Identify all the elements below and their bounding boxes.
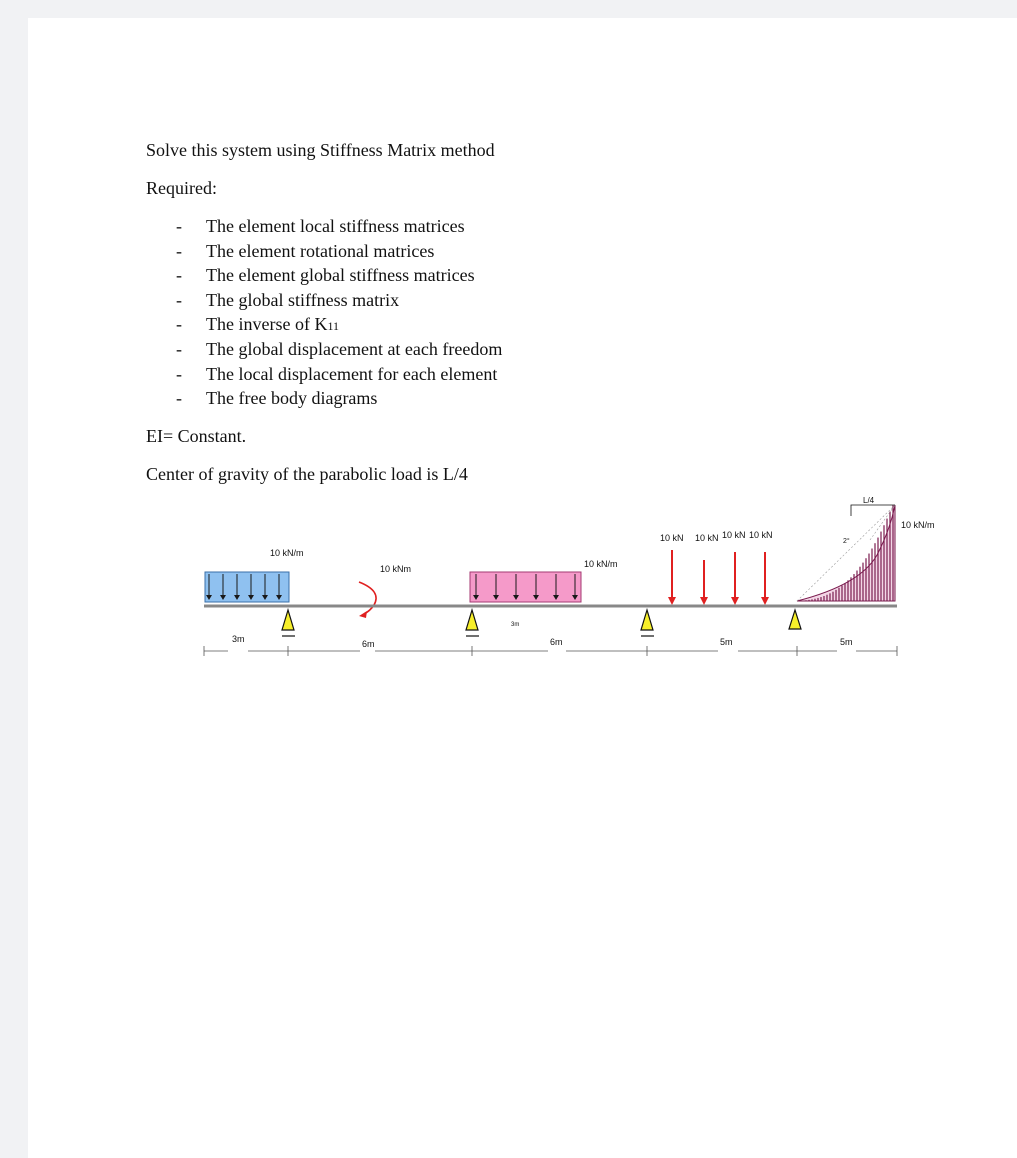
udl-2 <box>470 572 581 602</box>
udl-1-label: 10 kN/m <box>270 548 304 558</box>
cg-note: Center of gravity of the parabolic load is L/4 <box>146 464 468 484</box>
point-loads <box>668 550 769 605</box>
support <box>789 610 801 629</box>
point-load-label: 10 kN <box>722 530 746 540</box>
udl-2-span-label: 3m <box>511 622 520 628</box>
moment-arrow <box>359 582 376 618</box>
subscript-11: 11 <box>327 319 340 334</box>
degree-label: 2° <box>843 538 850 545</box>
dim-label: 5m <box>840 637 853 647</box>
l4-label: L/4 <box>863 496 875 505</box>
ei-note: EI= Constant. <box>146 426 247 446</box>
required-label: Required: <box>146 178 217 198</box>
dim-label: 5m <box>720 637 733 647</box>
heading-text: Solve this system using Stiffness Matrix method <box>146 140 495 160</box>
point-load-label: 10 kN <box>660 533 684 543</box>
dim-label: 3m <box>232 634 245 644</box>
point-load-label: 10 kN <box>749 530 773 540</box>
moment-label: 10 kNm <box>380 564 412 574</box>
udl-1 <box>205 572 289 602</box>
parabolic-label: 10 kN/m <box>901 520 935 530</box>
support <box>641 610 654 636</box>
support <box>282 610 295 636</box>
parabolic-load <box>797 505 895 601</box>
dimension-line <box>204 646 897 656</box>
point-load-label: 10 kN <box>695 533 719 543</box>
udl-2-label: 10 kN/m <box>584 559 618 569</box>
dim-label: 6m <box>550 637 563 647</box>
dim-label: 6m <box>362 639 375 649</box>
support <box>466 610 479 636</box>
